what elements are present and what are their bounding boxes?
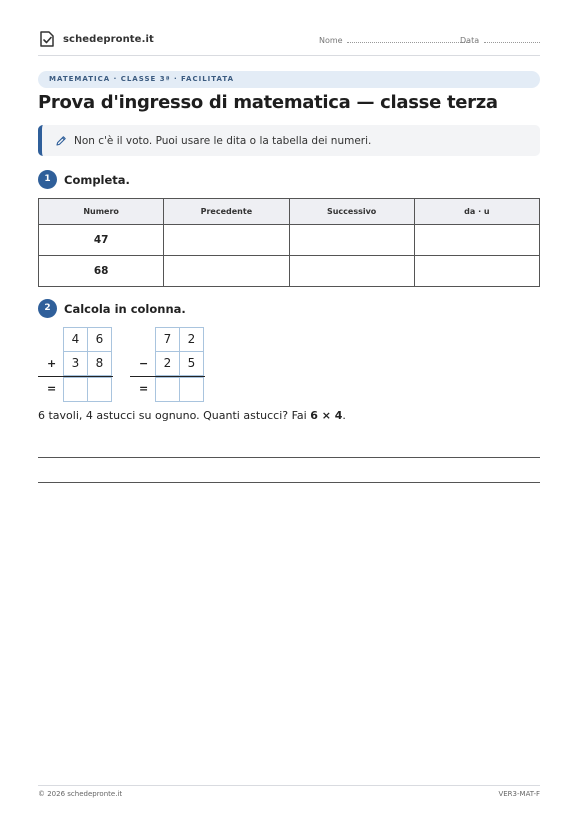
equals-sign: = [139, 382, 149, 395]
digit-cell: 3 [63, 351, 88, 376]
brand-name: schedepronte.it [63, 33, 154, 45]
digit-cell: 4 [63, 327, 88, 352]
date-blank[interactable] [484, 35, 540, 43]
result-cell[interactable] [63, 377, 88, 402]
footer-divider [38, 785, 540, 786]
answer-cell[interactable] [289, 256, 414, 287]
digit-cell: 6 [87, 327, 112, 352]
name-field[interactable] [319, 35, 469, 45]
result-cell[interactable] [87, 377, 112, 402]
exercise-label: Calcola in colonna. [64, 301, 186, 316]
pencil-icon [55, 135, 67, 147]
exercise-1-heading [38, 170, 130, 189]
answer-cell[interactable] [164, 256, 289, 287]
table-row [39, 225, 540, 256]
plus-sign: + [47, 357, 57, 370]
name-label: Nome [319, 36, 343, 45]
column-header: Numero [39, 199, 164, 225]
digit-cell: 5 [179, 351, 204, 376]
table-row [39, 256, 540, 287]
table-cell-number: 68 [39, 256, 164, 287]
subject-pill: MATEMATICA · CLASSE 3ª · FACILITATA [38, 71, 540, 88]
equals-sign: = [47, 382, 57, 395]
word-problem [38, 409, 346, 422]
footer-copyright: © 2026 schedepronte.it [38, 790, 123, 798]
exercise-number-badge: 1 [38, 170, 57, 189]
date-field[interactable] [460, 35, 540, 45]
answer-cell[interactable] [414, 225, 539, 256]
answer-line[interactable] [38, 457, 540, 458]
minus-sign: − [139, 357, 149, 370]
column-header: Successivo [289, 199, 414, 225]
exercise-number-badge: 2 [38, 299, 57, 318]
column-header: Precedente [164, 199, 289, 225]
result-cell[interactable] [179, 377, 204, 402]
digit-cell: 7 [155, 327, 180, 352]
brand [38, 30, 154, 48]
answer-cell[interactable] [289, 225, 414, 256]
column-header: da · u [414, 199, 539, 225]
page-header [38, 30, 540, 56]
problem-text-end: . [342, 409, 346, 422]
footer-code: VER3-MAT-F [498, 790, 540, 798]
result-cell[interactable] [155, 377, 180, 402]
answer-line[interactable] [38, 482, 540, 483]
digit-cell: 2 [179, 327, 204, 352]
number-table [38, 198, 540, 287]
answer-cell[interactable] [414, 256, 539, 287]
problem-operation: 6 × 4 [310, 409, 343, 422]
exercise-label: Completa. [64, 172, 130, 187]
exercise-2-heading [38, 299, 186, 318]
note-box [38, 125, 540, 156]
document-check-icon [38, 30, 56, 48]
date-label: Data [460, 36, 480, 45]
name-blank[interactable] [347, 35, 469, 43]
problem-text: 6 tavoli, 4 astucci su ognuno. Quanti astucci? Fai [38, 409, 311, 422]
digit-cell: 8 [87, 351, 112, 376]
digit-cell: 2 [155, 351, 180, 376]
table-cell-number: 47 [39, 225, 164, 256]
answer-cell[interactable] [164, 225, 289, 256]
note-text: Non c'è il voto. Puoi usare le dita o la tabella dei numeri. [74, 134, 372, 147]
page-title: Prova d'ingresso di matematica — classe terza [38, 92, 498, 113]
